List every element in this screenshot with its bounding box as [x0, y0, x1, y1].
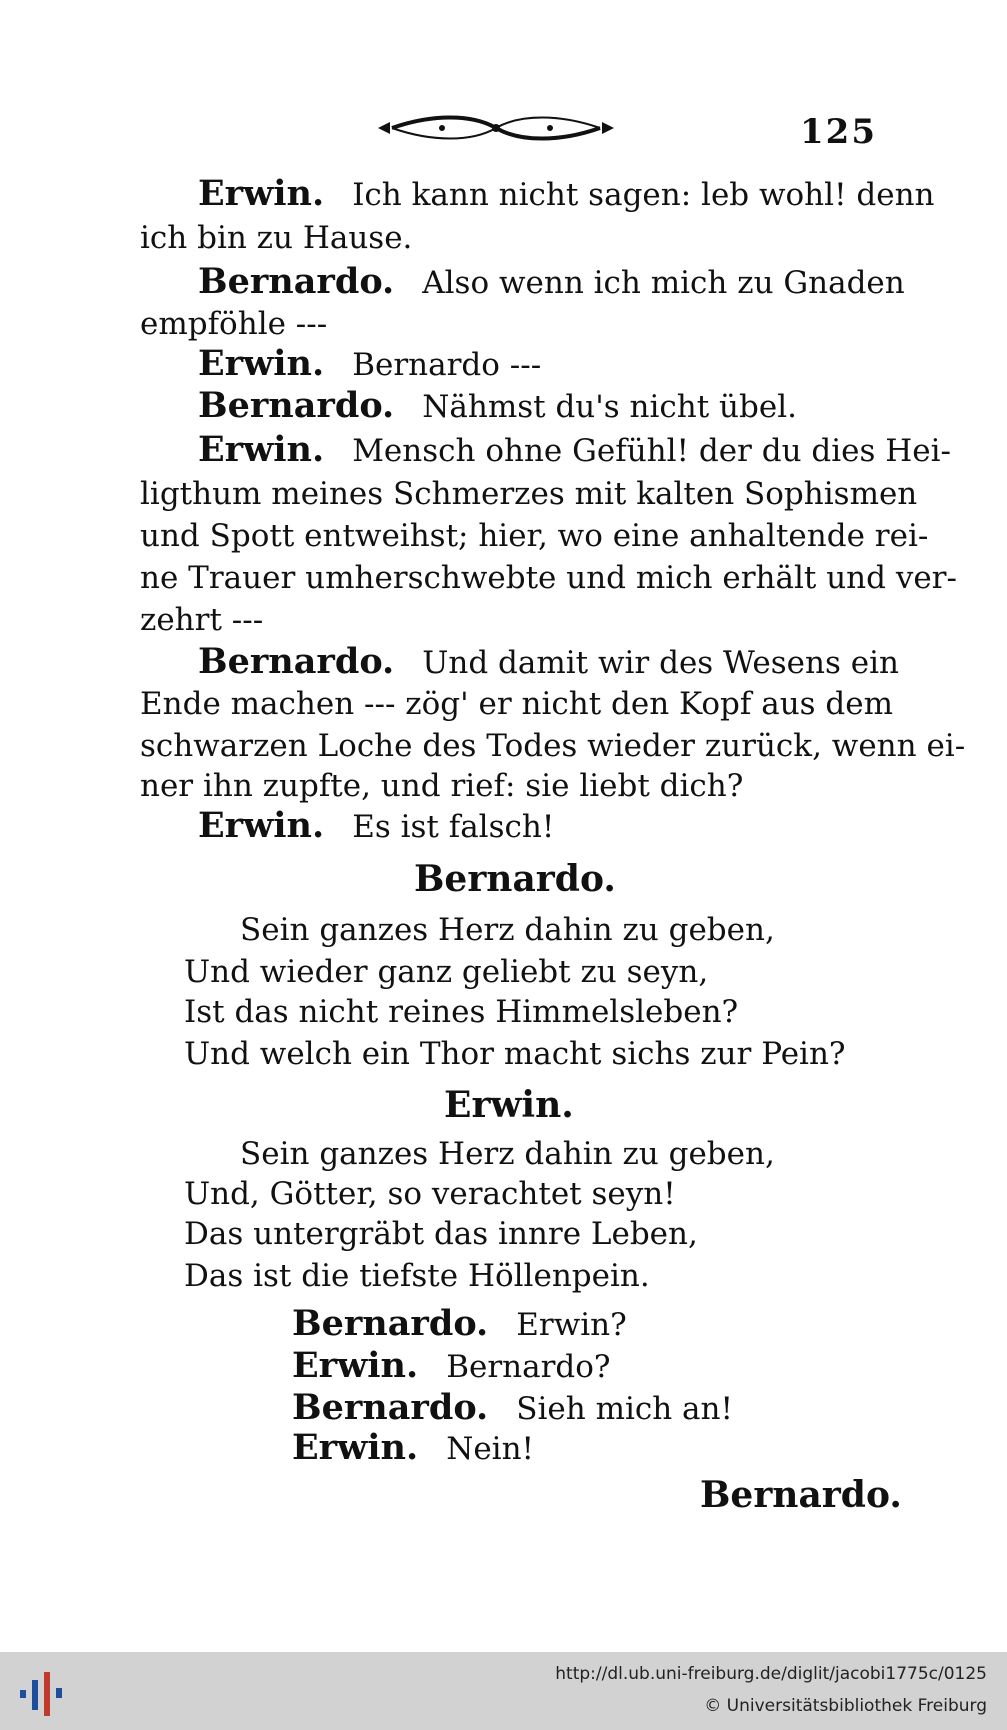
speaker-name: Erwin. [198, 343, 325, 384]
line-text: Es ist falsch! [352, 809, 555, 845]
dialogue-line [198, 805, 555, 846]
speaker-name: Bernardo. [198, 385, 395, 426]
dialogue-line [292, 1303, 627, 1344]
line-text: Nähmst du's nicht übel. [422, 389, 797, 425]
speaker-name: Erwin. [198, 429, 325, 470]
line-text: Mensch ohne Gefühl! der du dies Hei- [352, 433, 952, 469]
dialogue-line [140, 686, 893, 722]
verse-line: Das untergräbt das innre Leben, [184, 1216, 698, 1252]
line-text: und Spott entweihst; hier, wo eine anhaltende rei- [140, 518, 929, 554]
speaker-name: Bernardo. [198, 641, 395, 682]
line-text: empföhle --- [140, 306, 328, 342]
decorative-ornament-icon [372, 108, 620, 148]
line-text: Bernardo --- [352, 347, 542, 383]
dialogue-line [198, 173, 935, 214]
line-text: Bernardo? [446, 1349, 611, 1385]
page-number: 125 [800, 112, 877, 152]
catchword: Bernardo. [700, 1474, 902, 1516]
speaker-name: Bernardo. [292, 1303, 489, 1344]
speaker-name: Erwin. [198, 173, 325, 214]
dialogue-line [140, 476, 917, 512]
line-text: ich bin zu Hause. [140, 220, 413, 256]
dialogue-line [140, 768, 743, 804]
dialogue-line [140, 518, 928, 554]
footer-bar [0, 1652, 1007, 1730]
dialogue-line [140, 560, 957, 596]
line-text: ne Trauer umherschwebte und mich erhält und ver- [140, 560, 957, 596]
verse-line: Und, Götter, so verachtet seyn! [184, 1176, 676, 1212]
dialogue-line [140, 602, 263, 638]
dialogue-line [198, 261, 905, 302]
dialogue-line [140, 306, 327, 342]
dialogue-line [198, 343, 542, 384]
line-text: Erwin? [516, 1307, 627, 1343]
ub-freiburg-logo-icon [14, 1666, 70, 1718]
verse-line: Das ist die tiefste Höllenpein. [184, 1258, 650, 1294]
dialogue-line [292, 1427, 534, 1468]
verse-line: Und wieder ganz geliebt zu seyn, [184, 954, 709, 990]
dialogue-line [198, 641, 899, 682]
line-text: Also wenn ich mich zu Gnaden [422, 265, 905, 301]
speaker-name: Erwin. [292, 1345, 419, 1386]
line-text: zehrt --- [140, 602, 264, 638]
verse-line: Und welch ein Thor macht sichs zur Pein? [184, 1036, 846, 1072]
dialogue-line [140, 728, 965, 764]
speaker-name: Bernardo. [198, 261, 395, 302]
dialogue-line [198, 385, 797, 426]
line-text: ner ihn zupfte, und rief: sie liebt dich? [140, 768, 744, 804]
speaker-name: Erwin. [292, 1427, 419, 1468]
source-url-link[interactable]: http://dl.ub.uni-freiburg.de/diglit/jacobi1775c/0125 [555, 1664, 987, 1684]
verse-line: Ist das nicht reines Himmelsleben? [184, 994, 739, 1030]
dialogue-line [292, 1387, 733, 1428]
line-text: Sieh mich an! [516, 1391, 733, 1427]
speaker-name: Bernardo. [292, 1387, 489, 1428]
line-text: schwarzen Loche des Todes wieder zurück, wenn ei- [140, 728, 966, 764]
line-text: Ende machen --- zög' er nicht den Kopf aus dem [140, 686, 894, 722]
dialogue-line [292, 1345, 611, 1386]
verse-line: Sein ganzes Herz dahin zu geben, [240, 912, 775, 948]
line-text: Und damit wir des Wesens ein [422, 645, 899, 681]
line-text: ligthum meines Schmerzes mit kalten Sophismen [140, 476, 918, 512]
speaker-name: Erwin. [198, 805, 325, 846]
song-heading: Erwin. [444, 1084, 574, 1126]
dialogue-line [140, 220, 412, 256]
dialogue-line [198, 429, 952, 470]
copyright-text: © Universitätsbibliothek Freiburg [704, 1696, 987, 1716]
line-text: Ich kann nicht sagen: leb wohl! denn [352, 177, 935, 213]
line-text: Nein! [446, 1431, 534, 1467]
song-heading: Bernardo. [414, 858, 616, 900]
verse-line: Sein ganzes Herz dahin zu geben, [240, 1136, 775, 1172]
